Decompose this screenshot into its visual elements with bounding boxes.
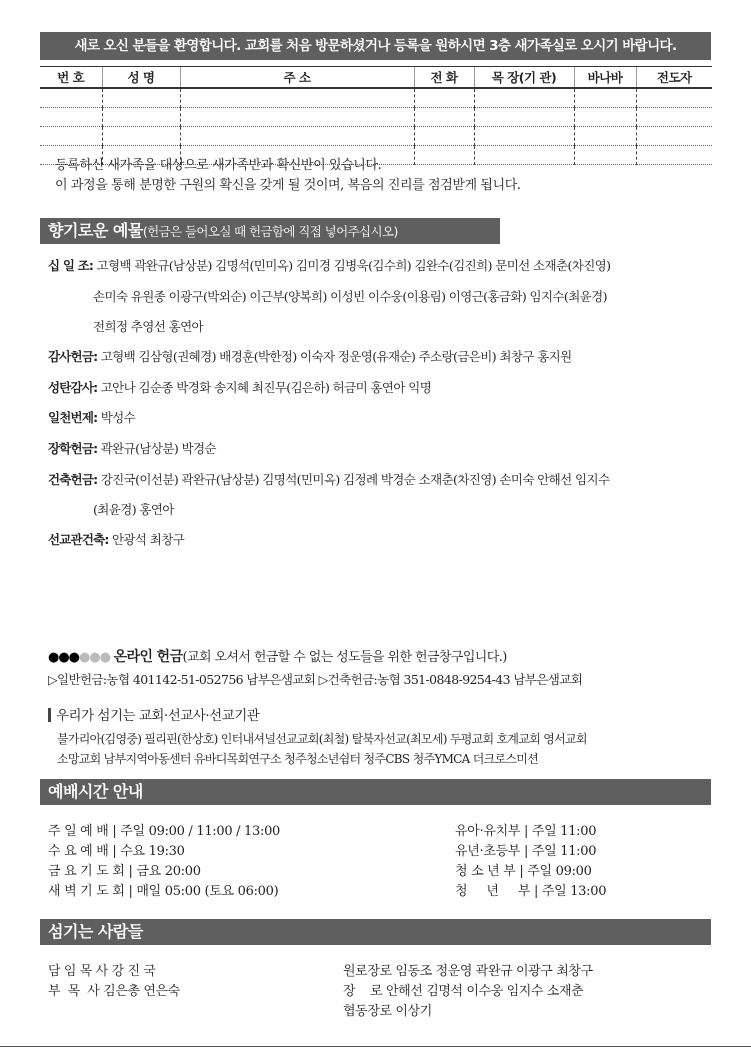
offering-names: 고안나 김순종 박경화 송지혜 최진무(김은하) 허금미 홍연아 익명 bbox=[100, 380, 432, 395]
header-group: 목 장(기 관) bbox=[474, 67, 574, 89]
offering-names: 고형백 김삼형(권혜경) 배경훈(박한정) 이숙자 정운영(유재순) 주소랑(금은비) 최창구 홍지원 bbox=[100, 349, 572, 364]
offering-tithe bbox=[48, 256, 610, 274]
online-offering bbox=[48, 646, 507, 666]
note-line: 등록하신 새가족을 대상으로 새가족반과 확신반이 있습니다. bbox=[55, 158, 382, 173]
offering-label: 장학헌금: bbox=[48, 441, 98, 456]
offering-building bbox=[48, 470, 609, 488]
table-row[interactable] bbox=[40, 88, 712, 108]
offering-title: 향기로운 예물 bbox=[48, 221, 143, 240]
offering-header bbox=[40, 218, 500, 244]
mission-line: 불가리아(김영중) 필리핀(한상호) 인터내셔널선교교회(최철) 탈북자선교(최모세) 두평교회 호계교회 영서교회 bbox=[57, 732, 587, 746]
bottom-divider bbox=[0, 1046, 751, 1047]
dots-icon: ●●●●●● bbox=[48, 650, 111, 665]
worship-item: 금 요 기 도 회 | 금요 20:00 bbox=[48, 864, 201, 879]
worship-item: 새 벽 기 도 회 | 매일 05:00 (토요 06:00) bbox=[48, 884, 279, 899]
header-number: 번 호 bbox=[40, 67, 102, 89]
offering-names: 강진국(이선분) 곽완규(남상분) 김명석(민미옥) 김정례 박경순 소재춘(차진영) 손미숙 안해선 임지수 bbox=[100, 472, 610, 487]
worship-header bbox=[40, 779, 711, 805]
offering-names: (최윤경) 홍연아 bbox=[93, 502, 174, 517]
worship-title: 예배시간 안내 bbox=[48, 782, 143, 801]
newcomer-notes bbox=[55, 156, 521, 196]
offering-christmas bbox=[48, 378, 431, 396]
worship-item: 청 소 년 부 | 주일 09:00 bbox=[455, 864, 592, 879]
offering-label: 건축헌금: bbox=[48, 472, 98, 487]
staff-item: 장 로 안해선 김명석 이수웅 임지수 소재춘 bbox=[343, 984, 584, 999]
staff-item: 부 목 사 김은총 연은숙 bbox=[48, 984, 180, 999]
offering-label: 십 일 조: bbox=[48, 258, 94, 273]
bar-icon bbox=[48, 708, 51, 722]
offering-label: 성탄감사: bbox=[48, 380, 98, 395]
offering-label: 감사헌금: bbox=[48, 349, 98, 364]
header-name: 성 명 bbox=[102, 67, 180, 89]
offering-subtitle: (헌금은 들어오실 때 헌금함에 직접 넣어주십시오) bbox=[142, 224, 398, 239]
header-barnabas: 바나바 bbox=[574, 67, 636, 89]
offering-names: 손미숙 유원종 이광구(박외순) 이근부(양복희) 이성빈 이수웅(이용림) 이영근(홍금화) 임지수(최윤경) bbox=[93, 289, 607, 304]
offering-names: 안광석 최창구 bbox=[111, 532, 185, 547]
registration-table bbox=[40, 66, 712, 165]
online-title: 온라인 헌금 bbox=[113, 649, 183, 665]
header-address: 주 소 bbox=[180, 67, 414, 89]
worship-item: 수 요 예 배 | 수요 19:30 bbox=[48, 844, 185, 859]
offering-names: 곽완규(남상분) 박경순 bbox=[100, 441, 216, 456]
staff-item: 협동장로 이상기 bbox=[343, 1004, 432, 1019]
header-phone: 전 화 bbox=[414, 67, 474, 89]
offering-label: 선교관건축: bbox=[48, 532, 109, 547]
offering-mission-building bbox=[48, 530, 184, 548]
offering-names: 박성수 bbox=[100, 410, 136, 425]
mission-title: 우리가 섬기는 교회·선교사·선교기관 bbox=[56, 708, 260, 724]
offering-thanks bbox=[48, 347, 572, 365]
staff-title: 섬기는 사람들 bbox=[48, 922, 143, 941]
header-evangelist: 전도자 bbox=[636, 67, 712, 89]
online-desc: (교회 오셔서 헌금할 수 없는 성도들을 위한 헌금창구입니다.) bbox=[182, 650, 507, 665]
note-line: 이 과정을 통해 분명한 구원의 확신을 갖게 될 것이며, 복음의 진리를 점검받게 됩니다. bbox=[55, 178, 521, 193]
mission-line: 소망교회 남부지역아동센터 유바디목회연구소 청주청소년쉼터 청주CBS 청주YMCA 더크로스미션 bbox=[57, 752, 539, 766]
table-row[interactable] bbox=[40, 108, 712, 127]
mission-header bbox=[48, 704, 259, 724]
worship-item: 주 일 예 배 | 주일 09:00 / 11:00 / 13:00 bbox=[48, 824, 281, 839]
staff-item: 담 임 목 사 강 진 국 bbox=[48, 964, 156, 979]
offering-names: 고형백 곽완규(남상분) 김명석(민미옥) 김미경 김병욱(김수희) 김완수(김진희) 문미선 소재춘(차진영) bbox=[96, 258, 611, 273]
offering-names: 전희정 추영선 홍연아 bbox=[93, 319, 204, 334]
offering-label: 일천번제: bbox=[48, 410, 98, 425]
bank-accounts: ▷일반헌금:농협 401142-51-052756 남부은샘교회 ▷건축헌금:농협 351-0848-9254-43 남부은샘교회 bbox=[48, 672, 583, 687]
staff-header bbox=[40, 919, 711, 945]
offering-thousand bbox=[48, 408, 135, 426]
offering-scholarship bbox=[48, 439, 216, 457]
welcome-banner: 새로 오신 분들을 환영합니다. 교회를 처음 방문하셨거나 등록을 원하시면 3층 새가족실로 오시기 바랍니다. bbox=[40, 32, 711, 60]
table-row[interactable] bbox=[40, 127, 712, 146]
worship-item: 청 년 부 | 주일 13:00 bbox=[455, 884, 607, 899]
staff-item: 원로장로 임동조 정운영 곽완규 이광구 최창구 bbox=[343, 964, 593, 979]
worship-item: 유아·유치부 | 주일 11:00 bbox=[455, 824, 597, 839]
worship-item: 유년·초등부 | 주일 11:00 bbox=[455, 844, 597, 859]
